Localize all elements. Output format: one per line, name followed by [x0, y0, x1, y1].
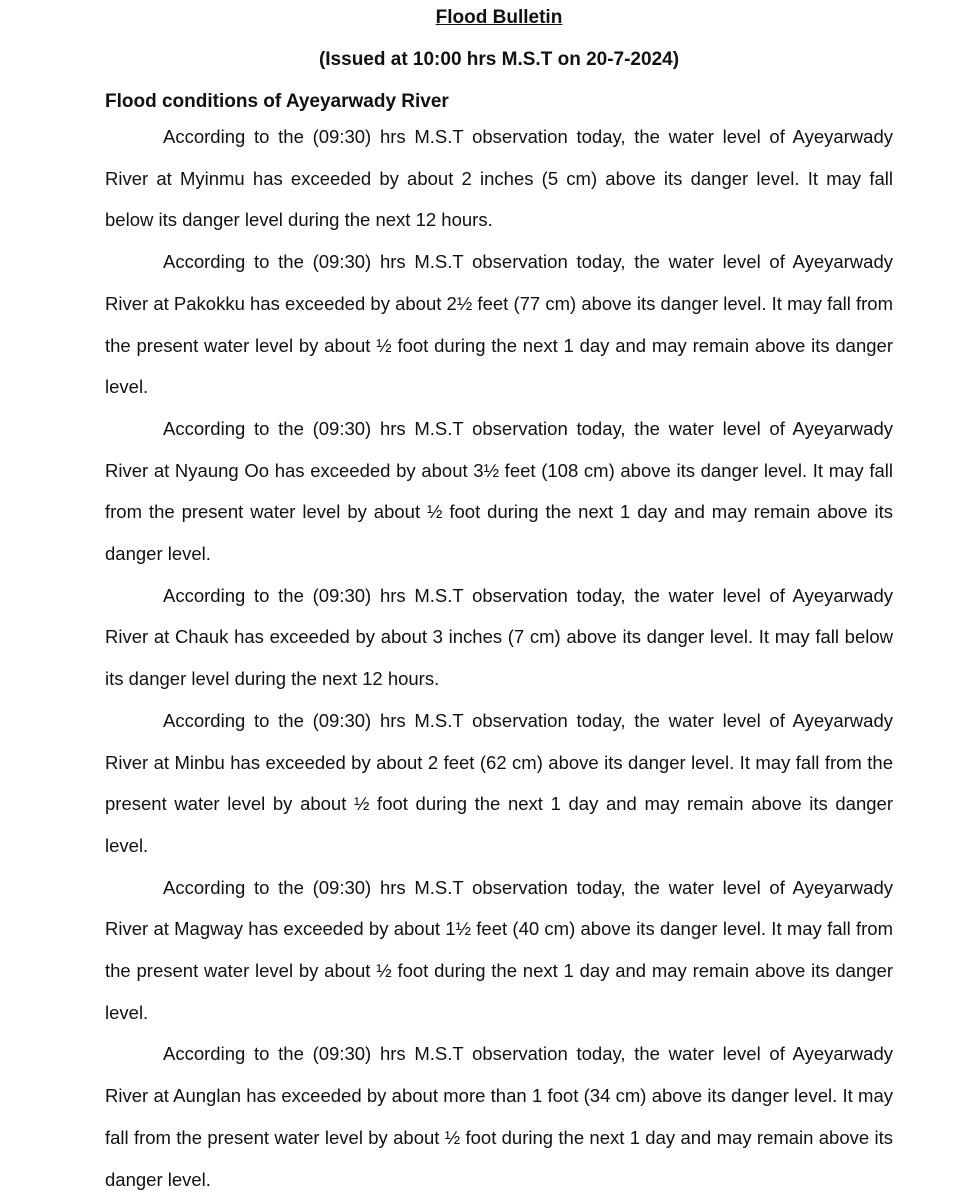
- paragraph-pakokku: According to the (09:30) hrs M.S.T observation today, the water level of Ayeyarwady River at Pakokku has exceeded by about 2½ feet (77 cm) above its danger level. It may fall from the present water level by about ½ foot during the next 1 day and may remain above its danger level.: [105, 251, 893, 398]
- paragraph-chauk: According to the (09:30) hrs M.S.T observation today, the water level of Ayeyarwady River at Chauk has exceeded by about 3 inches (7 cm) above its danger level. It may fall below its danger level during the next 12 hours.: [105, 584, 893, 690]
- paragraph-myinmu: According to the (09:30) hrs M.S.T observation today, the water level of Ayeyarwady River at Myinmu has exceeded by about 2 inches (5 cm) above its danger level. It may fall below its danger level during the next 12 hours.: [105, 126, 893, 231]
- paragraph-nyaung-oo: According to the (09:30) hrs M.S.T observation today, the water level of Ayeyarwady River at Nyaung Oo has exceeded by about 3½ feet (108 cm) above its danger level. It may fall from the present water level by about ½ foot during the next 1 day and may remain above its danger level.: [105, 417, 893, 565]
- paragraph-minbu: According to the (09:30) hrs M.S.T observation today, the water level of Ayeyarwady River at Minbu has exceeded by about 2 feet (62 cm) above its danger level. It may fall from the present water level by about ½ foot during the next 1 day and may remain above its danger level.: [105, 709, 893, 856]
- paragraph-magway: According to the (09:30) hrs M.S.T observation today, the water level of Ayeyarwady River at Magway has exceeded by about 1½ feet (40 cm) above its danger level. It may fall from the present water level by about ½ foot during the next 1 day and may remain above its danger level.: [105, 876, 893, 1023]
- document-title: Flood Bulletin: [435, 7, 563, 28]
- section-heading: Flood conditions of Ayeyarwady River: [105, 91, 449, 112]
- issued-time-line: (Issued at 10:00 hrs M.S.T on 20-7-2024): [318, 49, 680, 70]
- paragraph-aunglan: According to the (09:30) hrs M.S.T observation today, the water level of Ayeyarwady River at Aunglan has exceeded by about more than 1 foot (34 cm) above its danger level. It may fall from the present water level by about ½ foot during the next 1 day and may remain above its danger level.: [105, 1043, 893, 1190]
